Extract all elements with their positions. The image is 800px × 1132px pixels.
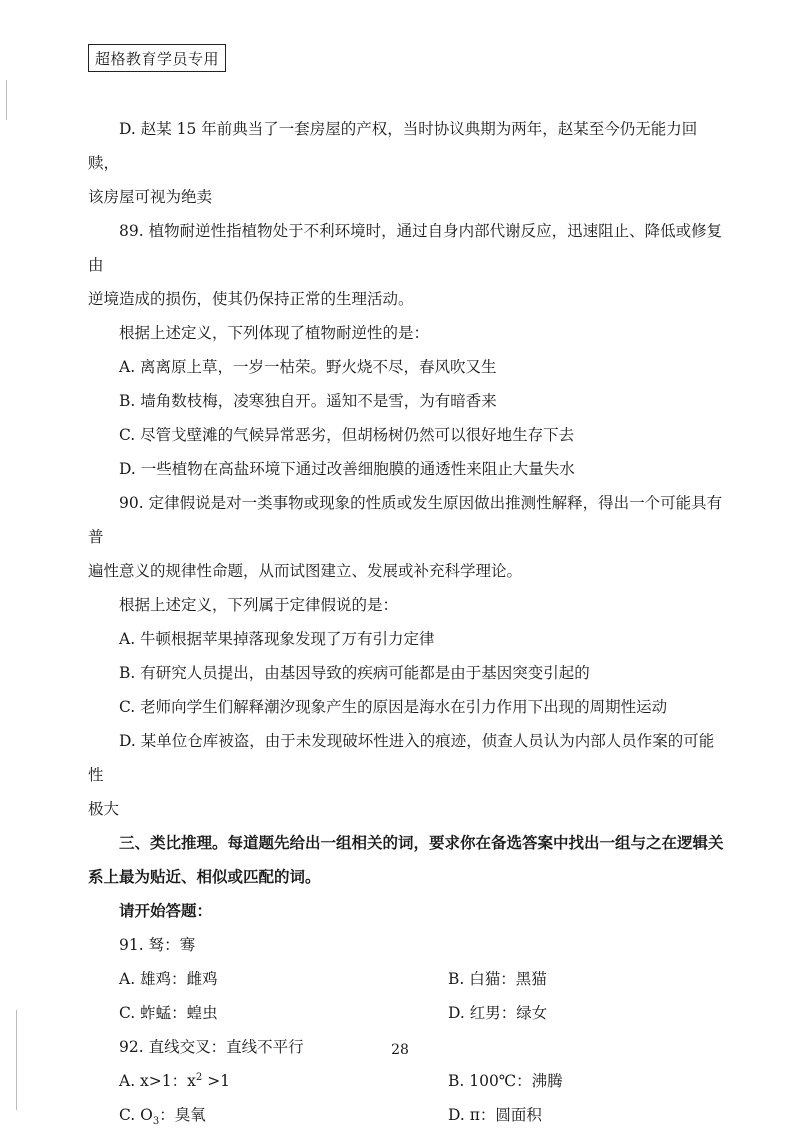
q92-option-a-sup: 2 [195,1072,203,1083]
q90-option-a: A. 牛顿根据苹果掉落现象发现了万有引力定律 [119,630,435,648]
q89-option-c: C. 尽管戈壁滩的气候异常恶劣，但胡杨树仍然可以很好地生存下去 [119,426,575,444]
q88-option-d-cont: 该房屋可视为绝卖 [88,188,213,206]
q90-option-c: C. 老师向学生们解释潮汐现象产生的原因是海水在引力作用下出现的周期性运动 [119,698,668,716]
q89-stem-cont: 逆境造成的损伤，使其仍保持正常的生理活动。 [88,290,414,308]
q92-option-a [88,1064,448,1098]
q92-option-c-post: ：臭氧 [159,1106,206,1124]
q91-stem: 91. 驽：骞 [119,936,196,954]
q92-option-c [88,1098,448,1132]
q92-option-d: D. π：圆面积 [448,1106,542,1124]
q90-option-d: D. 某单位仓库被盗，由于未发现破坏性进入的痕迹，侦查人员认为内部人员作案的可能性 [88,732,715,784]
q92-stem: 92. 直线交叉：直线不平行 [119,1038,304,1056]
q90-option-d-cont: 极大 [88,800,120,818]
page-number: 28 [391,1042,409,1058]
scan-edge-mark [16,1010,17,1110]
q92-option-a-pre: A. x>1：x [119,1072,196,1090]
q92-option-c-pre: C. O [119,1106,153,1124]
q89-prompt: 根据上述定义，下列体现了植物耐逆性的是： [119,324,430,342]
scan-edge-mark [6,80,7,120]
q90-prompt: 根据上述定义，下列属于定律假说的是： [119,596,399,614]
q91-option-d: D. 红男：绿女 [448,1004,548,1022]
q90-stem: 90. 定律假说是对一类事物或现象的性质或发生原因做出推测性解释，得出一个可能具有普 [88,494,723,546]
q92-option-a-post: >1 [202,1072,231,1090]
q92-option-b: B. 100℃：沸腾 [448,1072,563,1090]
q88-option-d: D. 赵某 15 年前典当了一套房屋的产权，当时协议典期为两年，赵某至今仍无能力回赎， [88,120,698,172]
q91-option-a: A. 雄鸡：雌鸡 [119,970,218,988]
q89-option-b: B. 墙角数枝梅，凌寒独自开。遥知不是雪，为有暗香来 [119,392,497,410]
header-label: 超格教育学员专用 [95,50,220,68]
q90-stem-cont: 遍性意义的规律性命题，从而试图建立、发展或补充科学理论。 [88,562,523,580]
q92-option-c-sub: 3 [152,1116,160,1127]
q89-stem: 89. 植物耐逆性指植物处于不利环境时，通过自身内部代谢反应，迅速阻止、降低或修复由 [88,222,723,274]
section3-start: 请开始答题： [119,901,213,920]
q89-option-d: D. 一些植物在高盐环境下通过改善细胞膜的通透性来阻止大量失水 [119,460,575,478]
q89-option-a: A. 离离原上草，一岁一枯荣。野火烧不尽，春风吹又生 [119,358,497,376]
header-label-box [88,44,226,72]
q91-options-row-2 [88,996,728,1030]
q92-options-row-1 [88,1064,728,1098]
section3-heading: 三、类比推理。每道题先给出一组相关的词，要求你在备选答案中找出一组与之在逻辑关 [119,833,724,852]
q92-options-row-2 [88,1098,728,1132]
q91-option-b: B. 白猫：黑猫 [448,970,547,988]
q91-options-row-1 [88,962,728,996]
page-content [88,112,728,1132]
section3-heading-cont: 系上最为贴近、相似或匹配的词。 [88,867,321,886]
q90-option-b: B. 有研究人员提出，由基因导致的疾病可能都是由于基因突变引起的 [119,664,590,682]
q91-option-c: C. 蚱蜢：蝗虫 [119,1004,218,1022]
